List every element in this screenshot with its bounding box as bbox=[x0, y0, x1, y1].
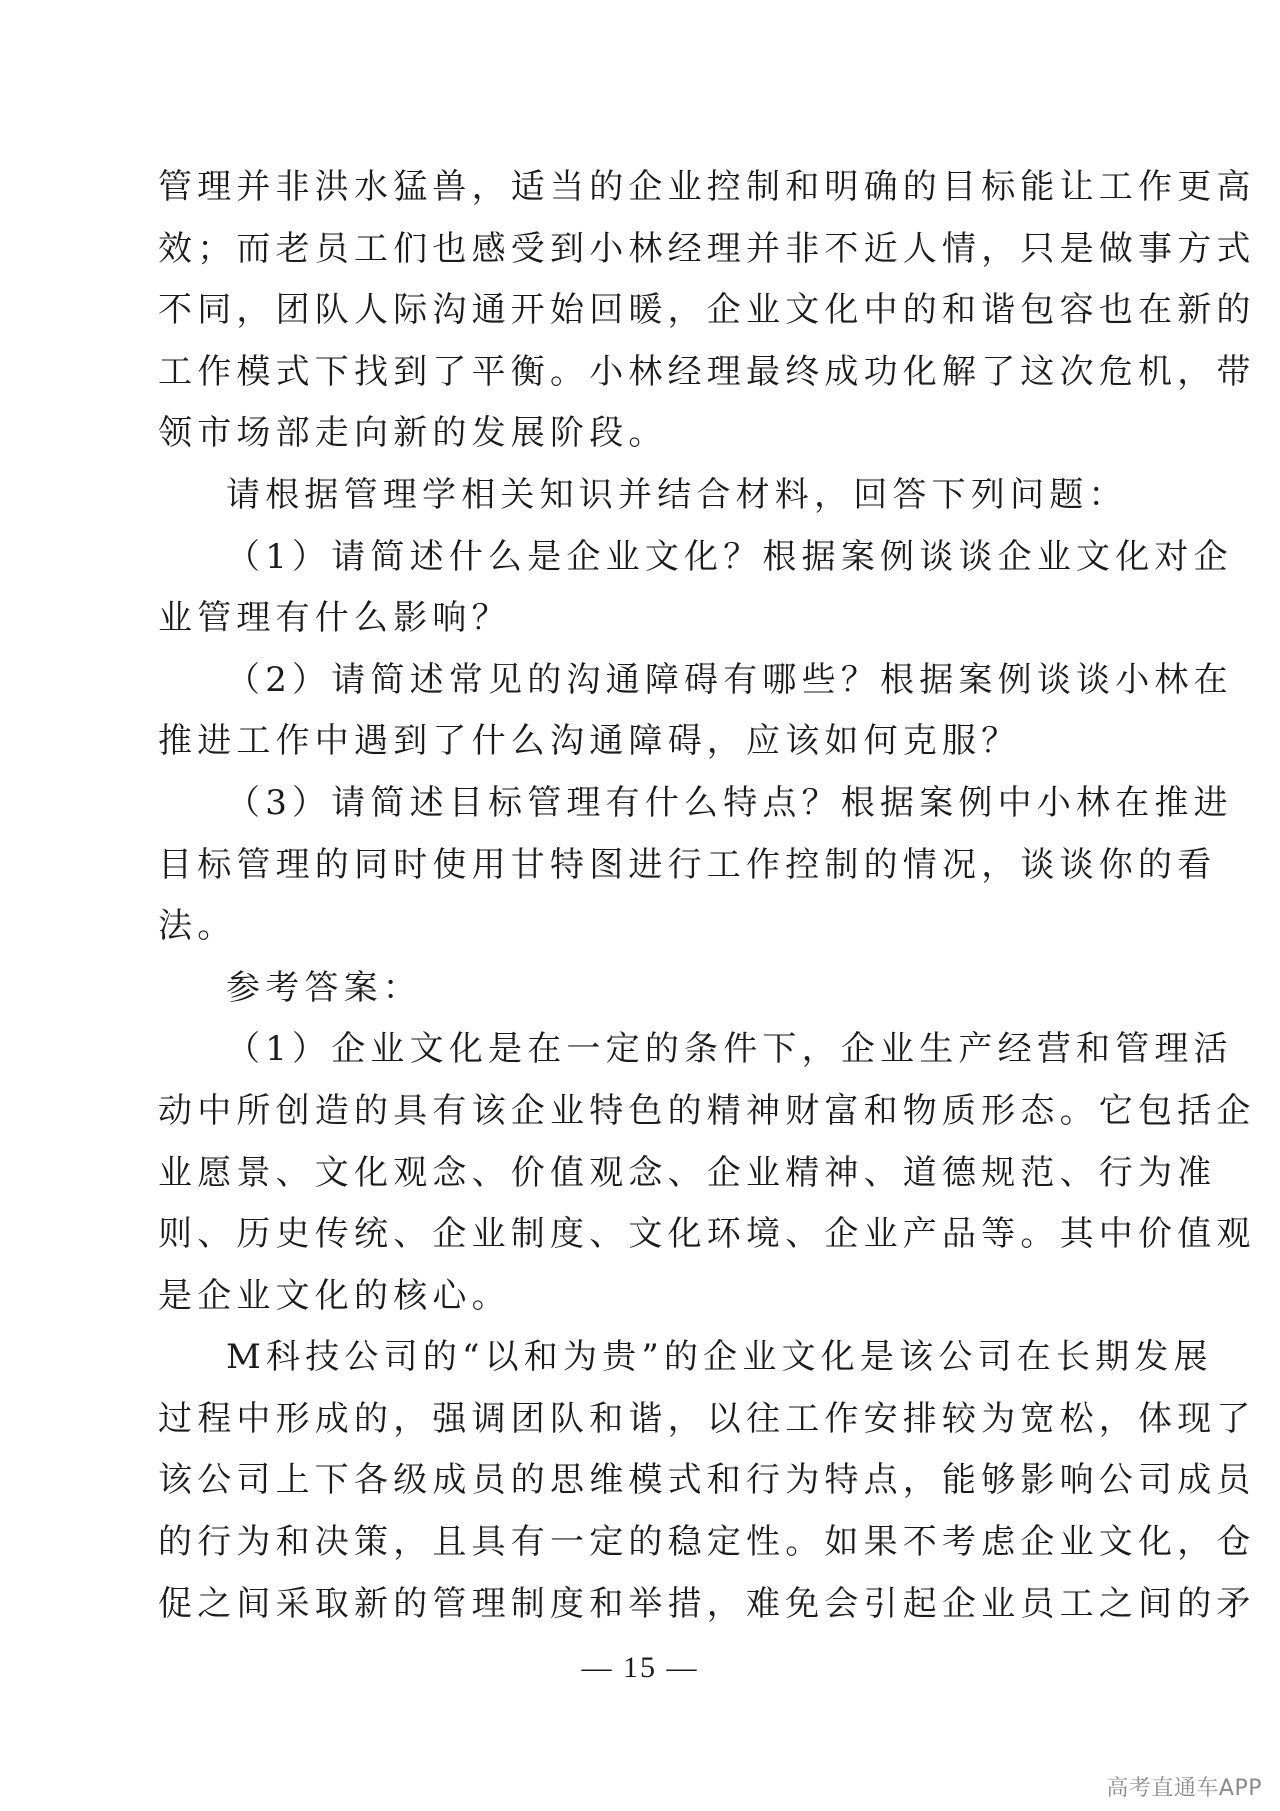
answer-1-line: 动中所创造的具有该企业特色的精神财富和物质形态。它包括企 bbox=[158, 1090, 1256, 1131]
answer-1-line: 则、历史传统、企业制度、文化环境、企业产品等。其中价值观 bbox=[158, 1214, 1256, 1255]
page-number: — 15 — bbox=[581, 1651, 699, 1684]
answer-paragraph-line: 该公司上下各级成员的思维模式和行为特点，能够影响公司成员 bbox=[158, 1460, 1256, 1501]
question-prompt: 请根据管理学相关知识并结合材料，回答下列问题： bbox=[226, 474, 1128, 515]
text-line: 工作模式下找到了平衡。小林经理最终成功化解了这次危机，带 bbox=[158, 351, 1256, 392]
answer-heading: 参考答案： bbox=[226, 967, 422, 1008]
text-line: 管理并非洪水猛兽，适当的企业控制和明确的目标能让工作更高 bbox=[158, 167, 1256, 207]
text-line: 效；而老员工们也感受到小林经理并非不近人情，只是做事方式 bbox=[158, 228, 1256, 269]
question-2-line: （2）请简述常见的沟通障碍有哪些？根据案例谈谈小林在 bbox=[226, 659, 1233, 700]
question-1-line: （1）请简述什么是企业文化？根据案例谈谈企业文化对企 bbox=[226, 536, 1233, 577]
answer-paragraph-line: 的行为和决策，且具有一定的稳定性。如果不考虑企业文化，仓 bbox=[158, 1522, 1256, 1563]
answer-1-line: 业愿景、文化观念、价值观念、企业精神、道德规范、行为准 bbox=[158, 1152, 1217, 1193]
text-line: 不同，团队人际沟通开始回暖，企业文化中的和谐包容也在新的 bbox=[158, 290, 1256, 331]
app-watermark: 高考直通车APP bbox=[1106, 1776, 1262, 1801]
question-1-line: 业管理有什么影响？ bbox=[158, 598, 511, 639]
answer-paragraph-line: M科技公司的“以和为贵”的企业文化是该公司在长期发展 bbox=[226, 1337, 1213, 1378]
question-3-line: （3）请简述目标管理有什么特点？根据案例中小林在推进 bbox=[226, 782, 1233, 823]
answer-paragraph-line: 过程中形成的，强调团队和谐，以往工作安排较为宽松，体现了 bbox=[158, 1398, 1256, 1439]
answer-1-line: （1）企业文化是在一定的条件下，企业生产经营和管理活 bbox=[226, 1029, 1233, 1070]
question-3-line: 目标管理的同时使用甘特图进行工作控制的情况，谈谈你的看 bbox=[158, 844, 1217, 885]
text-line: 领市场部走向新的发展阶段。 bbox=[158, 413, 668, 454]
question-3-line: 法。 bbox=[158, 906, 237, 947]
document-body bbox=[158, 167, 1256, 1646]
question-2-line: 推进工作中遇到了什么沟通障碍，应该如何克服？ bbox=[158, 721, 1021, 762]
answer-paragraph-line: 促之间采取新的管理制度和举措，难免会引起企业员工之间的矛 bbox=[158, 1583, 1256, 1624]
answer-1-line: 是企业文化的核心。 bbox=[158, 1275, 511, 1316]
